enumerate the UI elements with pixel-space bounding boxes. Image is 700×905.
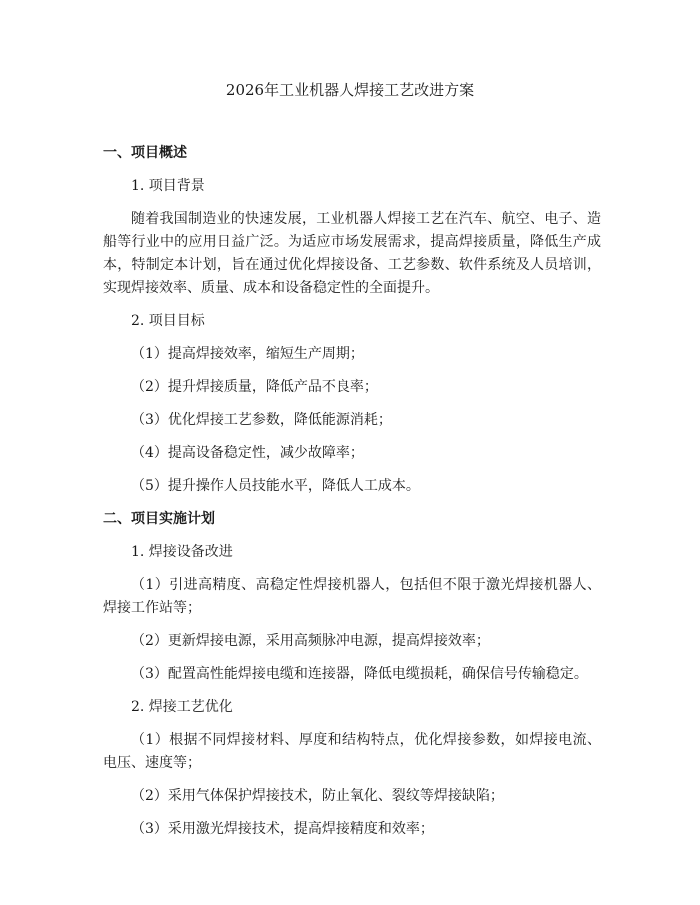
subheading-background: 1. 项目背景: [131, 178, 205, 194]
background-paragraph: 随着我国制造业的快速发展，工业机器人焊接工艺在汽车、航空、电子、造船等行业中的应用日益广泛。为适应市场发展需求，提高焊接质量，降低生产成本，特制定本计划，旨在通过优化焊接设备、工艺参数、软件系统及人员培训，实现焊接效率、质量、成本和设备稳定性的全面提升。: [103, 211, 601, 296]
subheading-process: 2. 焊接工艺优化: [131, 699, 233, 715]
goal-item: （2）提升焊接质量，降低产品不良率；: [131, 379, 378, 395]
subheading-goals: 2. 项目目标: [131, 313, 205, 329]
process-item: （2）采用气体保护焊接技术，防止氧化、裂纹等焊接缺陷；: [131, 788, 504, 804]
goal-item: （4）提高设备稳定性，减少故障率；: [131, 445, 364, 461]
process-item: （1）根据不同焊接材料、厚度和结构特点，优化焊接参数，如焊接电流、电压、速度等；: [103, 732, 601, 771]
goal-item: （3）优化焊接工艺参数，降低能源消耗；: [131, 412, 392, 428]
goal-item: （1）提高焊接效率，缩短生产周期；: [131, 346, 364, 362]
section-heading-overview: 一、项目概述: [103, 145, 187, 161]
subheading-equipment: 1. 焊接设备改进: [131, 544, 233, 560]
equipment-item: （2）更新焊接电源，采用高频脉冲电源，提高焊接效率；: [131, 633, 490, 649]
process-item: （3）采用激光焊接技术，提高焊接精度和效率；: [131, 821, 434, 837]
equipment-item: （1）引进高精度、高稳定性焊接机器人，包括但不限于激光焊接机器人、焊接工作站等；: [103, 577, 601, 616]
equipment-item: （3）配置高性能焊接电缆和连接器，降低电缆损耗，确保信号传输稳定。: [131, 666, 588, 682]
document-body: [103, 142, 601, 841]
section-heading-implementation: 二、项目实施计划: [103, 511, 215, 527]
goal-item: （5）提升操作人员技能水平，降低人工成本。: [131, 478, 420, 494]
document-title: 2026年工业机器人焊接工艺改进方案: [225, 81, 475, 99]
